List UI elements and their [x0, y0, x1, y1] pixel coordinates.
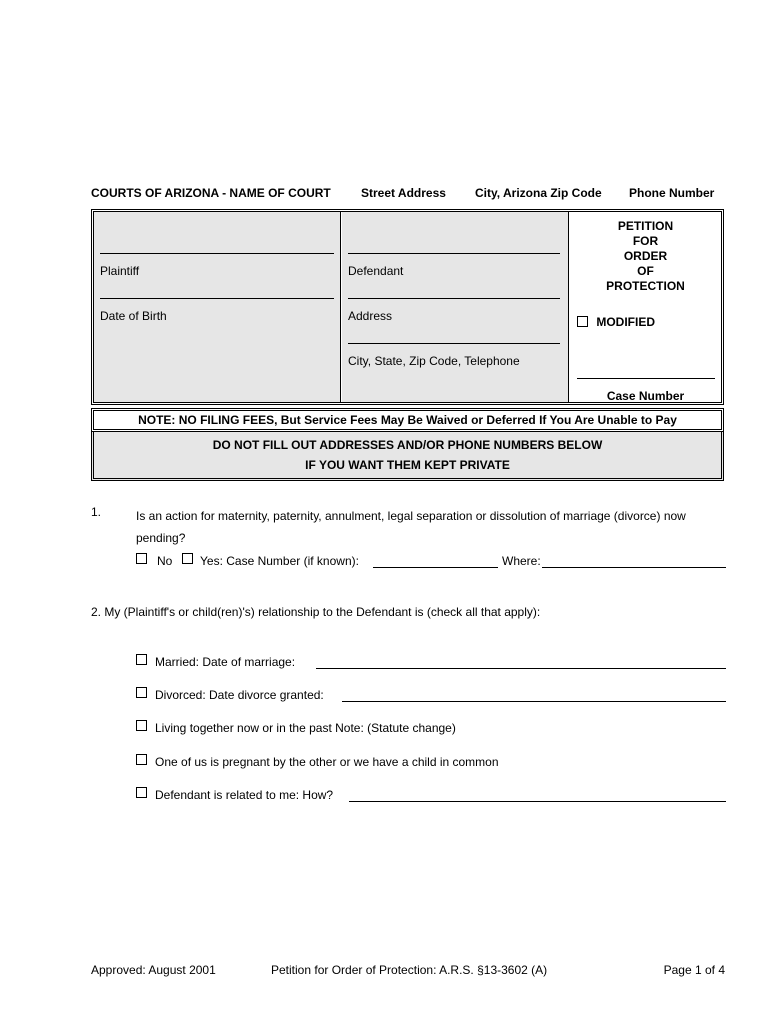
plaintiff-dob-field[interactable]: [100, 298, 334, 299]
phone-number: Phone Number: [629, 186, 715, 200]
living-together-label: Living together now or in the past Note: (Statute change): [155, 721, 456, 735]
modified-option: [577, 315, 655, 329]
date-of-marriage-line[interactable]: [316, 668, 726, 669]
option-related: [136, 787, 726, 803]
dob-label: Date of Birth: [100, 309, 167, 323]
petition-line: OF: [637, 264, 654, 278]
address-label: Address: [348, 309, 393, 323]
modified-checkbox[interactable]: [577, 316, 588, 327]
defendant-label: Defendant: [348, 264, 404, 278]
question-1-number: 1.: [91, 505, 102, 519]
married-label: Married: Date of marriage:: [155, 655, 296, 669]
form-title: Petition for Order of Protection: A.R.S. §13-3602 (A): [271, 963, 548, 977]
case-caption: [91, 209, 724, 405]
pregnant-child-checkbox[interactable]: [136, 754, 147, 765]
case-number-field[interactable]: [577, 378, 715, 379]
related-checkbox[interactable]: [136, 787, 147, 798]
living-together-checkbox[interactable]: [136, 720, 147, 731]
yes-label: Yes: Case Number (if known):: [200, 554, 359, 568]
approved-date: Approved: August 2001: [91, 963, 216, 977]
date-divorce-granted-line[interactable]: [342, 701, 726, 702]
city-zip: City, Arizona Zip Code: [475, 186, 602, 200]
case-number-label: Case Number: [606, 389, 685, 403]
married-checkbox[interactable]: [136, 654, 147, 665]
petition-line: PROTECTION: [606, 279, 685, 293]
plaintiff-label: Plaintiff: [100, 264, 140, 278]
petition-column: [570, 212, 721, 402]
defendant-address-field[interactable]: [348, 298, 560, 299]
privacy-notice-line: IF YOU WANT THEM KEPT PRIVATE: [305, 458, 510, 472]
question-1-text: Is an action for maternity, paternity, annulment, legal separation or dissolution of marriage (divorce) now pending?: [136, 509, 686, 545]
option-married: [136, 654, 726, 670]
petition-line: ORDER: [623, 249, 668, 263]
option-divorced: [136, 687, 726, 703]
no-checkbox[interactable]: [136, 553, 147, 564]
pregnant-child-label: One of us is pregnant by the other or we have a child in common: [155, 755, 499, 769]
how-related-line[interactable]: [349, 801, 726, 802]
option-pregnant-child: [136, 754, 726, 770]
divorced-checkbox[interactable]: [136, 687, 147, 698]
court-header: [91, 186, 723, 202]
plaintiff-name-field[interactable]: [100, 253, 334, 254]
question-1-options: [136, 553, 726, 569]
option-living-together: [136, 720, 726, 736]
petition-line: FOR: [632, 234, 659, 248]
defendant-column: [342, 212, 569, 402]
yes-checkbox[interactable]: [182, 553, 193, 564]
related-label: Defendant is related to me: How?: [155, 788, 334, 802]
question-2-text: 2. My (Plaintiff's or child(ren)'s) relationship to the Defendant is (check all that apply):: [91, 605, 541, 619]
modified-label: MODIFIED: [596, 315, 656, 329]
page-footer: [91, 963, 725, 979]
plaintiff-column: [94, 212, 341, 402]
filing-fees-note: NOTE: NO FILING FEES, But Service Fees May Be Waived or Deferred If You Are Unable to Pay: [91, 408, 724, 432]
defendant-name-field[interactable]: [348, 253, 560, 254]
page-number: Page 1 of 4: [663, 963, 725, 977]
no-label: No: [157, 554, 173, 568]
where-label: Where:: [502, 554, 541, 568]
city-state-zip-label: City, State, Zip Code, Telephone: [348, 354, 520, 368]
privacy-notice-line: DO NOT FILL OUT ADDRESSES AND/OR PHONE NUMBERS BELOW: [212, 438, 603, 452]
case-number-input-line[interactable]: [373, 567, 498, 568]
where-input-line[interactable]: [542, 567, 726, 568]
defendant-city-field[interactable]: [348, 343, 560, 344]
street-address: Street Address: [361, 186, 446, 200]
divorced-label: Divorced: Date divorce granted:: [155, 688, 324, 702]
privacy-notice: [91, 432, 724, 481]
petition-line: PETITION: [617, 219, 674, 233]
court-name: COURTS OF ARIZONA - NAME OF COURT: [91, 186, 331, 200]
petition-title: [570, 219, 721, 294]
